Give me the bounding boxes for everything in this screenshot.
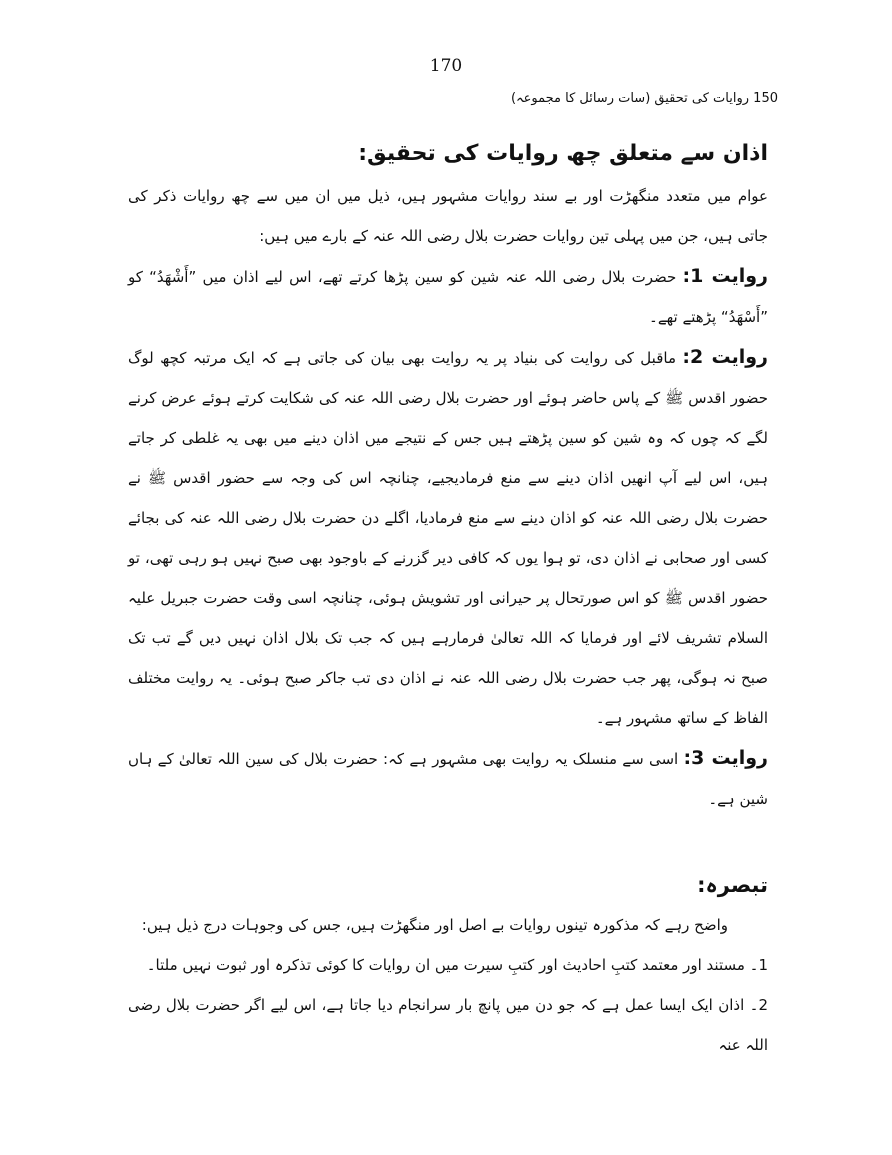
- narration-3: [128, 738, 768, 819]
- intro-paragraph: عوام میں متعدد منگھڑت اور بے سند روایات مشہور ہیں، ذیل میں ان میں سے چھ روایات ذکر کی جاتی ہیں، جن میں پہلی تین روایات حضرت بلال رضی اللہ عنہ کے بارے میں ہیں:: [128, 187, 768, 245]
- section-spacer: [128, 819, 768, 865]
- narration-3-text: اسی سے منسلک یہ روایت بھی مشہور ہے کہ: حضرت بلال کی سین اللہ تعالیٰ کے ہاں شین ہے۔: [128, 750, 768, 808]
- page-number: 170: [429, 56, 463, 76]
- narration-1-label: روایت 1:: [682, 265, 768, 287]
- page-content: [128, 134, 768, 1065]
- commentary-point-1: 1۔ مستند اور معتمد کتبِ احادیث اور کتبِ سیرت میں ان روایات کا کوئی تذکرہ اور ثبوت نہیں ملتا۔: [146, 956, 768, 974]
- narration-1-text: حضرت بلال رضی اللہ عنہ شین کو سین پڑھا کرتے تھے، اس لیے اذان میں ”أَشْهَدُ“ کو ”أَسْهَدُ“ پڑھتے تھے۔: [128, 268, 768, 326]
- commentary-point-2: 2۔ اذان ایک ایسا عمل ہے کہ جو دن میں پانچ بار سرانجام دیا جاتا ہے، اس لیے اگر حضرت بلال رضی اللہ عنہ: [128, 996, 768, 1054]
- narration-3-label: روایت 3:: [683, 747, 768, 769]
- commentary-heading: تبصرہ:: [697, 873, 768, 897]
- narration-1: [128, 256, 768, 337]
- commentary-intro: واضح رہے کہ مذکورہ تینوں روایات بے اصل اور منگھڑت ہیں، جس کی وجوہات درج ذیل ہیں:: [141, 916, 728, 934]
- narration-2-label: روایت 2:: [682, 346, 768, 368]
- section-title: اذان سے متعلق چھ روایات کی تحقیق:: [358, 141, 768, 166]
- running-header: 150 روایات کی تحقیق (سات رسائل کا مجموعہ): [510, 91, 778, 106]
- narration-2-text: ماقبل کی روایت کی بنیاد پر یہ روایت بھی بیان کی جاتی ہے کہ ایک مرتبہ کچھ لوگ حضور اقدس ﷺ کے پاس حاضر ہوئے اور حضرت بلال رضی اللہ عنہ کی شکایت کرتے ہوئے عرض کرنے لگے کہ چوں کہ وہ شین کو سین پڑھتے ہیں جس کے نتیجے میں اذان دینے میں بھی یہ غلطی کر جاتے ہیں، اس لیے آپ انھیں اذان دینے سے منع فرمادیجیے، چنانچہ اس کی وجہ سے حضور اقدس ﷺ نے حضرت بلال رضی اللہ عنہ کو اذان دینے سے منع فرمادیا، اگلے دن حضرت بلال رضی اللہ عنہ کی بجائے کسی اور صحابی نے اذان دی، تو ہوا یوں کہ کافی دیر گزرنے کے باوجود بھی صبح نہیں ہو رہی تھی، تو حضور اقدس ﷺ کو اس صورتحال پر حیرانی اور تشویش ہوئی، چنانچہ اسی وقت حضرت جبریل علیہ السلام تشریف لائے اور فرمایا کہ اللہ تعالیٰ فرمارہے ہیں کہ جب تک بلال اذان نہیں دیں گے تب تک صبح نہ ہوگی، پھر جب حضرت بلال رضی اللہ عنہ نے اذان دی تب جاکر صبح ہوئی۔ یہ روایت مختلف الفاظ کے ساتھ مشہور ہے۔: [128, 349, 768, 727]
- narration-2: [128, 337, 768, 738]
